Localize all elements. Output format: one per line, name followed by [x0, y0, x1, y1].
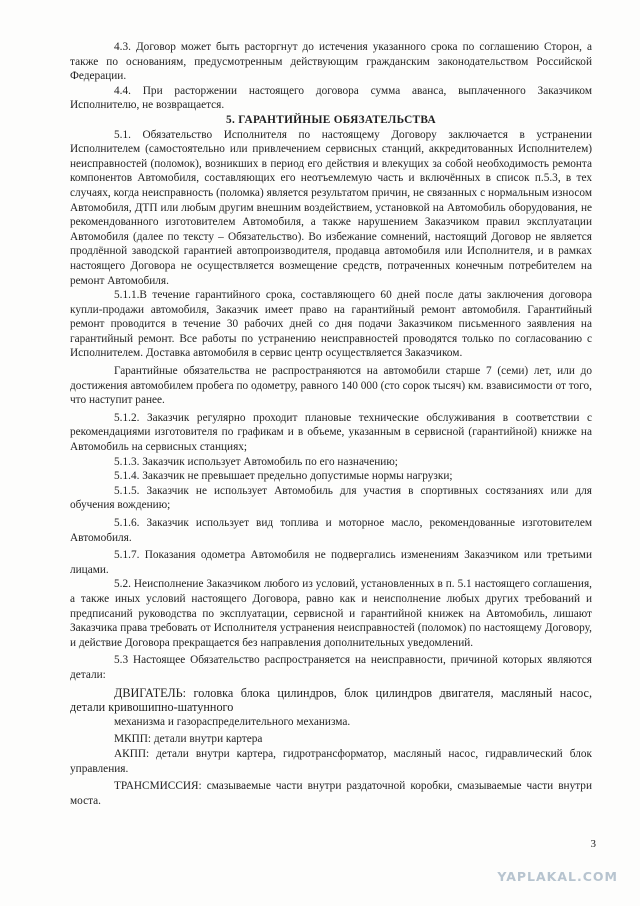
page-number: 3: [590, 838, 596, 850]
paragraph-5-1: 5.1. Обязательство Исполнителя по настоящему Договору заключается в устранении Исполнителем (самостоятельно или привлечением сервисных станций, аккредитованных Исполнителем) неисправностей (поломок), возникших в период его действия и влекущих за собой необходимость ремонта компонентов Автомобиля, составляющих его неотъемлемую часть и включённых в список п.5.3, в тех случаях, когда неисправность (поломка) является результатом причин, не связанных с нормальным износом Автомобиля, ДТП или любым другим внешним воздействием, установкой на Автомобиль оборудования, не рекомендованного изготовителем Автомобиля, а также нарушением Заказчиком правил эксплуатации Автомобиля (далее по тексту – Обязательство). Во избежание сомнений, настоящий Договор не является продлённой заводской гарантией автопроизводителя, продавца автомобиля или Исполнителя, и в рамках настоящего Договора не осуществляется возмещение средств, потраченных конечным потребителем на ремонт Автомобиля.: [70, 128, 592, 287]
paragraph-5-1-5: 5.1.5. Заказчик не использует Автомобиль для участия в спортивных состязаниях или для обучения вождению;: [70, 484, 592, 512]
paragraph-5-1-2: 5.1.2. Заказчик регулярно проходит плановые технические обслуживания в соответствии с рекомендациями изготовителя по графикам и в объеме, указанным в сервисной (гарантийной) книжке на Автомобиль на сервисных станциях;: [70, 411, 592, 454]
document-body: [70, 40, 592, 808]
engine-parts-continued: механизма и газораспределительного механизма.: [114, 715, 351, 728]
paragraph-4-4: 4.4. При расторжении настоящего договора сумма аванса, выплаченного Заказчиком Исполнителю, не возвращается.: [70, 84, 592, 112]
paragraph-5-1-6: 5.1.6. Заказчик использует вид топлива и моторное масло, рекомендованные изготовителем Автомобиля.: [70, 517, 592, 544]
paragraph-5-1-4: 5.1.4. Заказчик не превышает предельно допустимые нормы нагрузки;: [114, 470, 453, 483]
automatic-gearbox-parts: АКПП: детали внутри картера, гидротрансформатор, масляный насос, гидравлический блок управления.: [70, 747, 592, 775]
manual-gearbox-parts: МКПП: детали внутри картера: [114, 733, 263, 746]
paragraph-5-2: 5.2. Неисполнение Заказчиком любого из условий, установленных в п. 5.1 настоящего соглашения, а также иных условий настоящего Договора, равно как и неисполнение любых других требований и предписаний руководства по эксплуатации, сервисной и гарантийной книжек на Автомобиль, лишают Заказчика права требовать от Исполнителя устранения неисправностей (поломок) по настоящему Договору, и действие Договора прекращается без направления дополнительных уведомлений.: [70, 578, 592, 649]
paragraph-warranty-limit: Гарантийные обязательства не распространяются на автомобили старше 7 (семи) лет, или до достижения автомобилем пробега по одометру, равного 140 000 (сто сорок тысяч) км. взависимости от того, что наступит ранее.: [70, 365, 592, 407]
paragraph-5-1-3: 5.1.3. Заказчик использует Автомобиль по его назначению;: [114, 455, 398, 468]
section-heading: 5. ГАРАНТИЙНЫЕ ОБЯЗАТЕЛЬСТВА: [226, 113, 436, 126]
transmission-parts: ТРАНСМИССИЯ: смазываемые части внутри раздаточной коробки, смазываемые части внутри моста.: [70, 780, 592, 807]
paragraph-5-1-7: 5.1.7. Показания одометра Автомобиля не подвергались изменениям Заказчиком или третьими лицами.: [70, 549, 592, 576]
watermark-logo: YAPLAKAL.COM: [497, 869, 618, 884]
paragraph-5-3: 5.3 Настоящее Обязательство распространяется на неисправности, причиной которых являются детали:: [70, 654, 592, 681]
paragraph-5-1-1: 5.1.1.В течение гарантийного срока, составляющего 60 дней после даты заключения договора купли-продажи автомобиля, Заказчик имеет право на гарантийный ремонт автомобиля. Гарантийный ремонт проводится в течение 30 рабочих дней со дня подачи Заказчиком письменного заявления на гарантийный ремонт. Все работы по устранению неисправностей проводятся только по согласованию с Исполнителем. Доставка автомобиля в сервис центр осуществляется Заказчиком.: [70, 289, 592, 360]
paragraph-4-3: 4.3. Договор может быть расторгнут до истечения указанного срока по соглашению Сторон, а также по основаниям, предусмотренным действующим гражданским законодательством Российской Федерации.: [70, 41, 592, 83]
engine-parts: ДВИГАТЕЛЬ: головка блока цилиндров, блок цилиндров двигателя, масляный насос, детали кривошипно-шатунного: [70, 685, 592, 715]
